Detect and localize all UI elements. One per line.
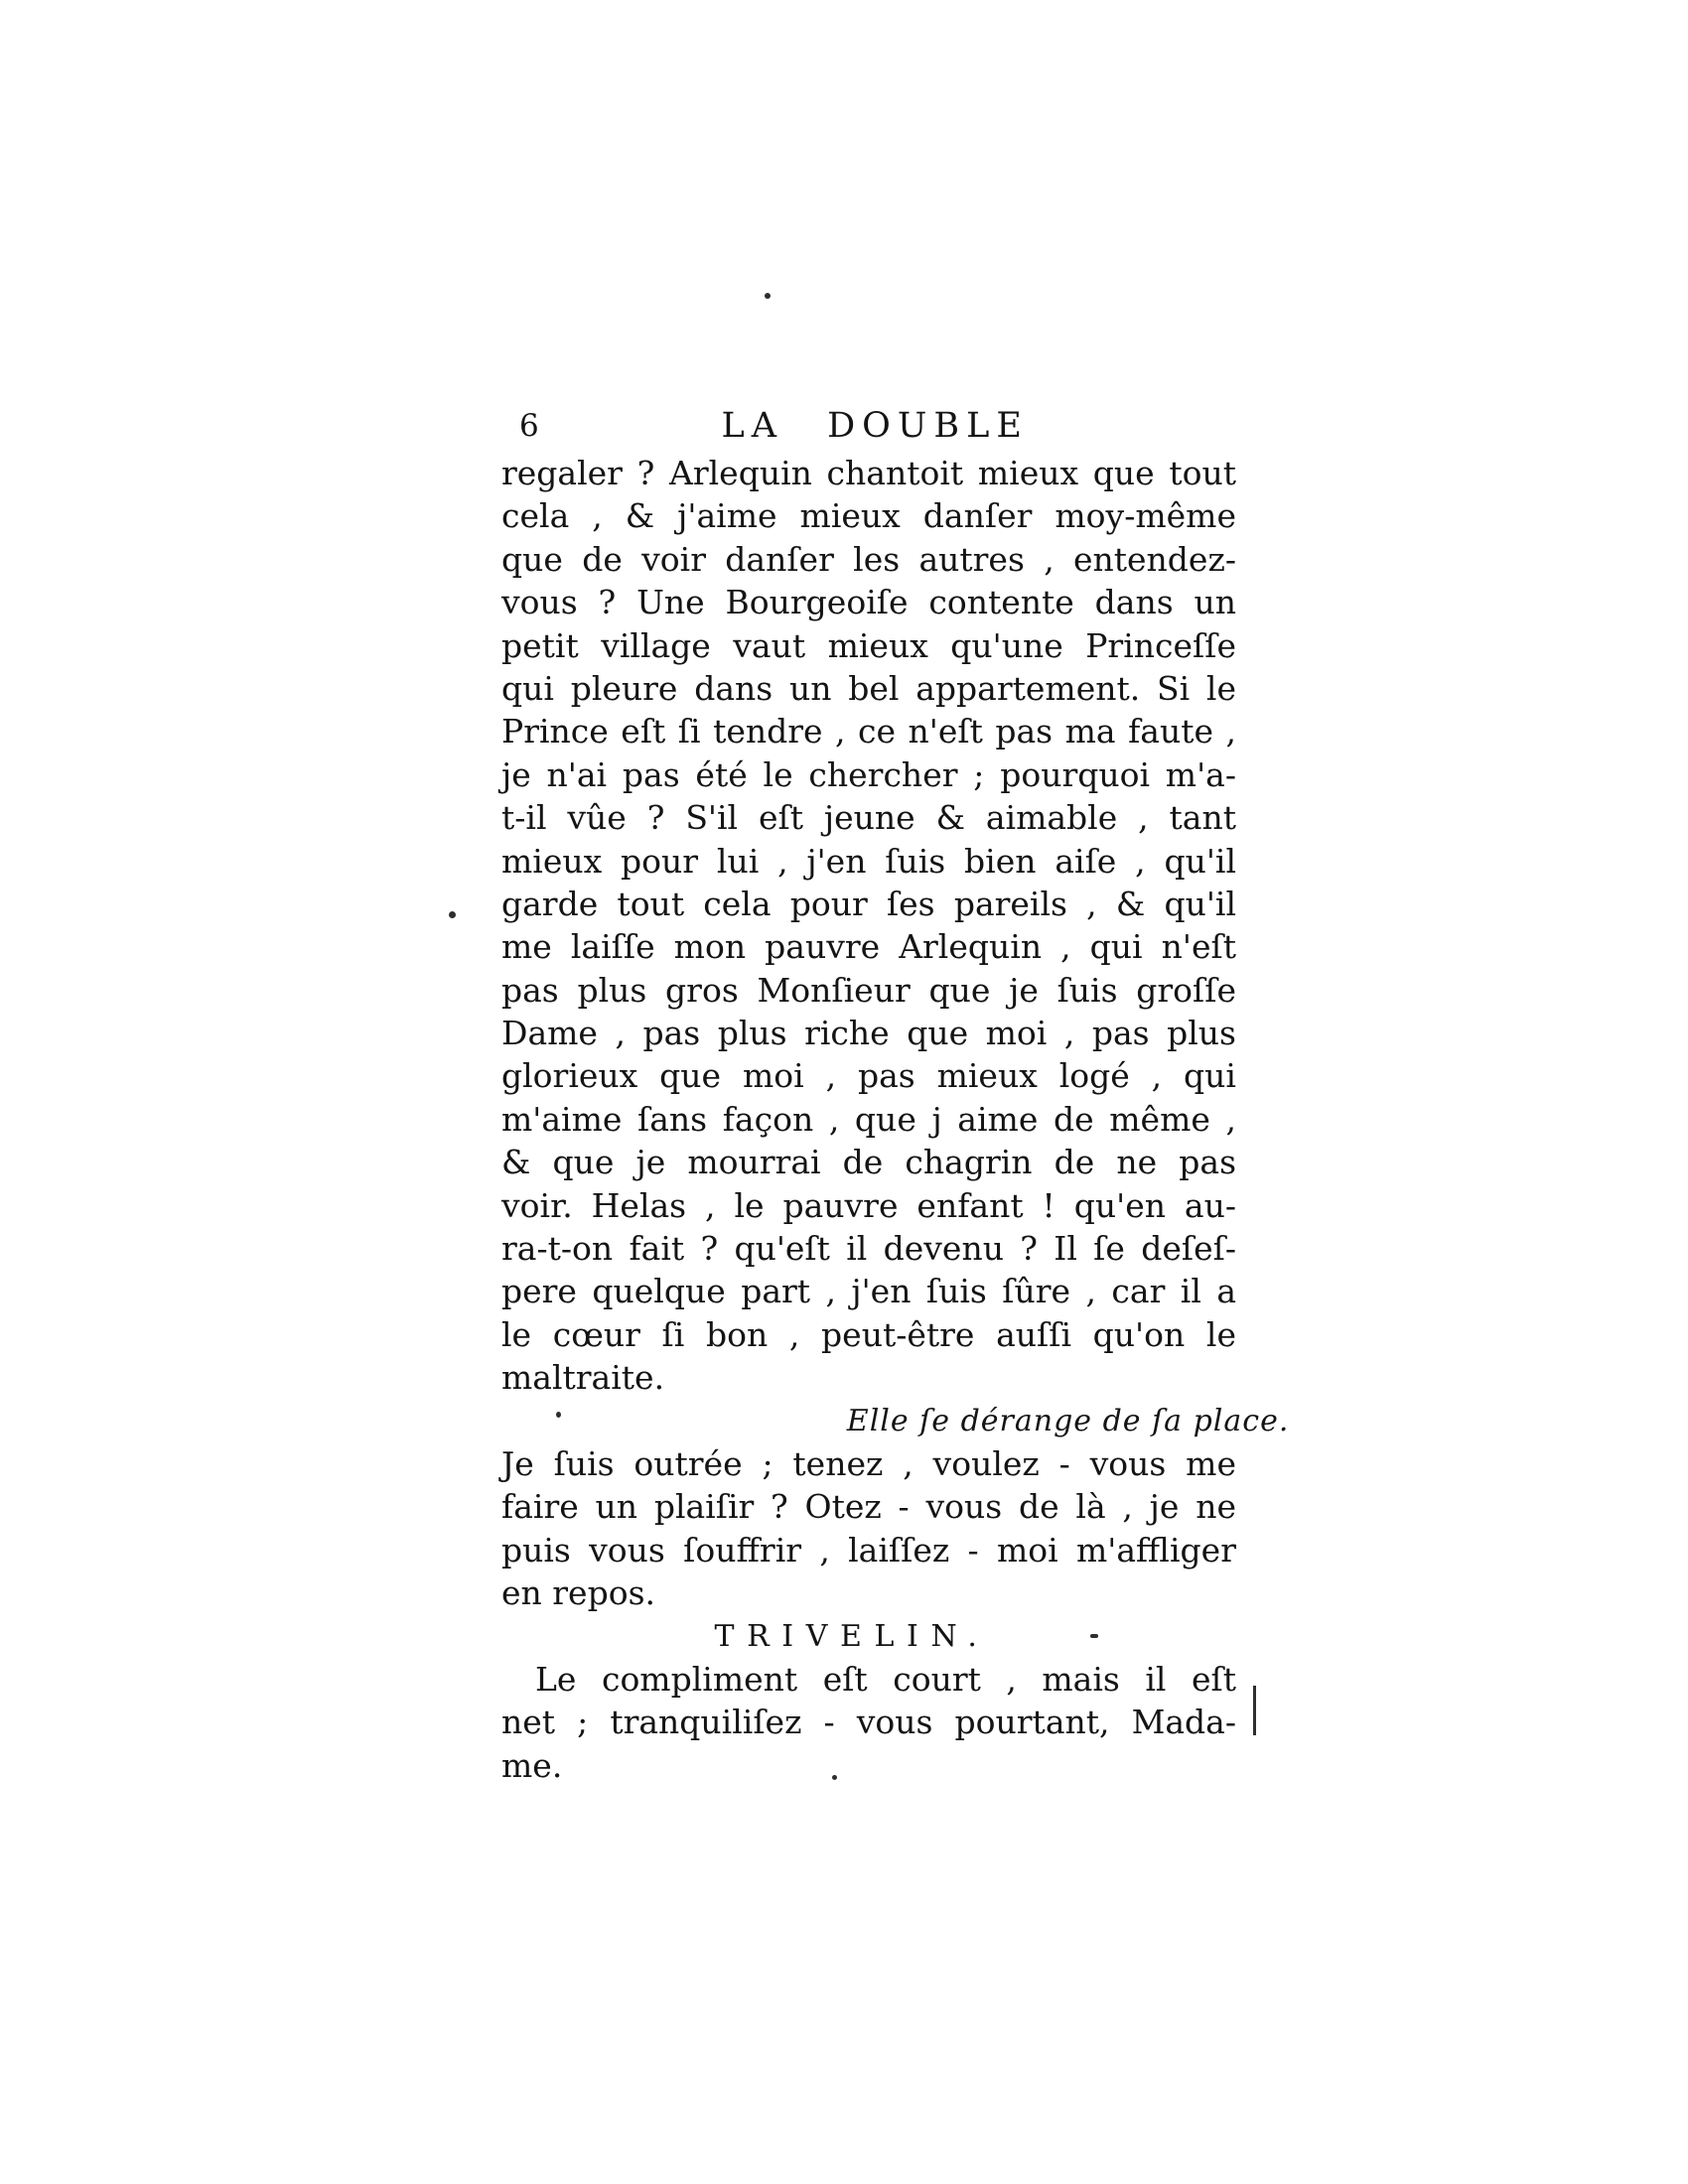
text-line: & que je mourrai de chagrin de ne pas — [501, 1143, 1236, 1182]
text-line: cela , & j'aime mieux danſer moy-même — [501, 496, 1236, 536]
running-title: LA DOUBLE — [721, 406, 1029, 446]
text-column — [501, 403, 1290, 1787]
speaker-heading-trivelin: TRIVELIN. — [714, 1618, 990, 1654]
text-line: pere quelque part , j'en ſuis ſûre , car il a — [501, 1272, 1236, 1311]
text-line: mieux pour lui , j'en ſuis bien aiſe , qu'il — [501, 841, 1236, 881]
text-line: petit village vaut mieux qu'une Princeſſe — [501, 625, 1236, 665]
text-line: Dame , pas plus riche que moi , pas plus — [501, 1014, 1236, 1053]
text-line: je n'ai pas été le chercher ; pourquoi m'a- — [501, 754, 1236, 794]
text-line: glorieux que moi , pas mieux logé , qui — [501, 1056, 1236, 1096]
scan-speck — [556, 1412, 561, 1418]
text-line: que de voir danſer les autres , entendez- — [501, 539, 1236, 579]
text-line: regaler ? Arlequin chantoit mieux que tout — [501, 454, 1236, 492]
scan-speck — [765, 293, 771, 299]
text-line: vous ? Une Bourgeoiſe contente dans un — [501, 583, 1236, 622]
text-line: en repos. — [501, 1573, 655, 1613]
text-line: t-il vûe ? S'il eſt jeune & aimable , tant — [501, 798, 1236, 838]
speech-paragraph-3 — [501, 1658, 1236, 1787]
text-line: me laiſſe mon pauvre Arlequin , qui n'eſt — [501, 927, 1236, 967]
speech-paragraph-1 — [501, 452, 1236, 1400]
page-header — [501, 403, 1236, 452]
text-line: Le compliment eſt court , mais il eſt — [535, 1659, 1236, 1699]
scan-speck — [1090, 1634, 1098, 1638]
text-line: me. — [501, 1745, 563, 1785]
speech-paragraph-2 — [501, 1442, 1236, 1615]
text-line: faire un plaiſir ? Otez - vous de là , je ne — [501, 1487, 1236, 1527]
text-line: Prince eſt ſi tendre , ce n'eſt pas ma faute , — [501, 712, 1236, 751]
text-line: puis vous ſouffrir , laiſſez - moi m'affliger — [501, 1530, 1236, 1570]
text-line: garde tout cela pour ſes pareils , & qu'il — [501, 884, 1236, 923]
stage-direction: Elle ſe dérange de ſa place. — [846, 1403, 1290, 1438]
text-line: pas plus gros Monſieur que je ſuis groſſe — [501, 970, 1236, 1010]
text-line: maltraite. — [501, 1358, 665, 1398]
text-line: voir. Helas , le pauvre enfant ! qu'en au- — [501, 1185, 1236, 1225]
scan-speck — [832, 1775, 837, 1780]
page-number: 6 — [519, 408, 541, 444]
text-line: qui pleure dans un bel appartement. Si le — [501, 668, 1236, 708]
text-line: Je ſuis outrée ; tenez , voulez - vous me — [501, 1443, 1236, 1483]
scan-speck — [449, 911, 456, 918]
text-line: net ; tranquiliſez - vous pourtant, Mada- — [501, 1703, 1236, 1742]
scan-stray-line — [1253, 1686, 1256, 1735]
text-line: le cœur ſi bon , peut-être auſſi qu'on le — [501, 1314, 1236, 1354]
text-line: ra-t-on fait ? qu'eſt il devenu ? Il ſe deſeſ- — [501, 1229, 1236, 1269]
text-line: m'aime ſans façon , que j aime de même , — [501, 1099, 1236, 1139]
